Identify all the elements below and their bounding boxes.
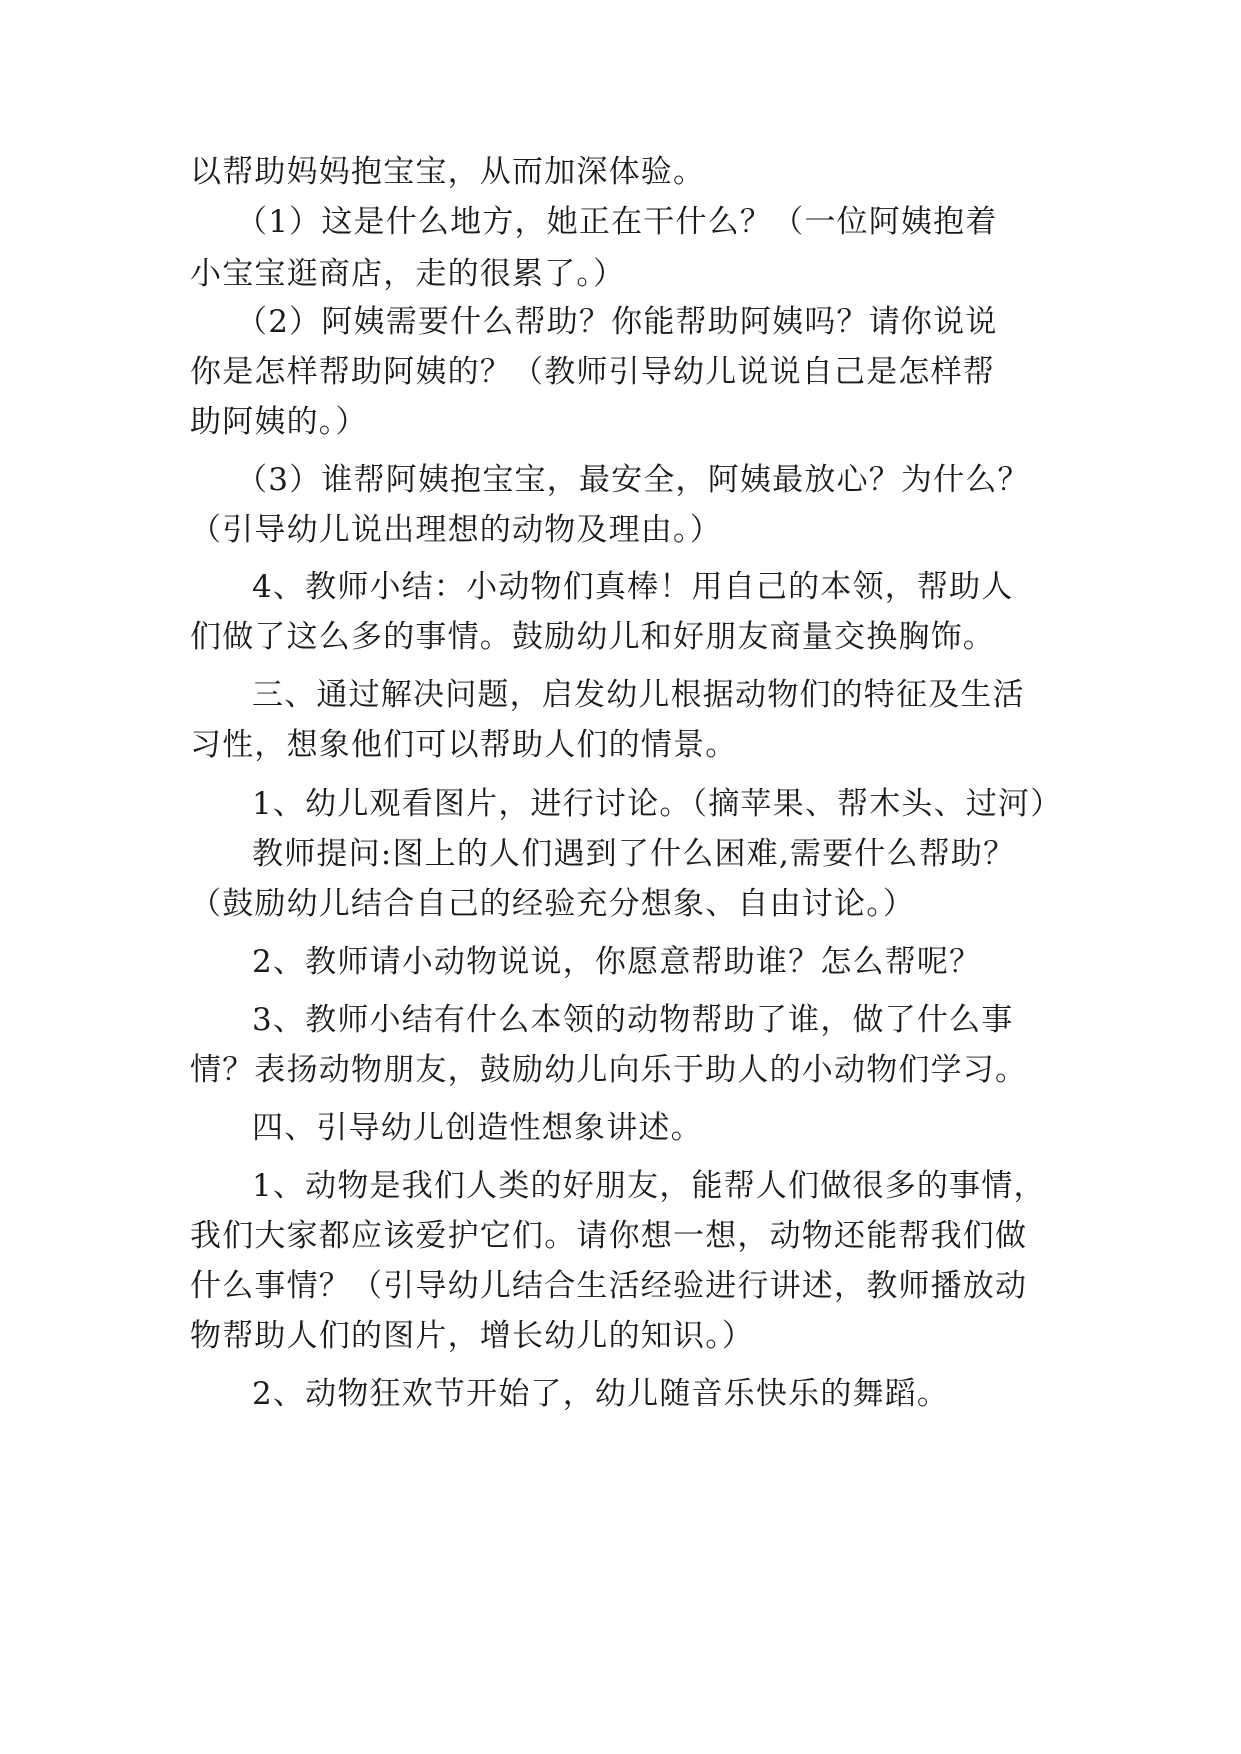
text-line: 习性，想象他们可以帮助人们的情景。 — [190, 727, 738, 763]
text-line: 我们大家都应该爱护它们。请你想一想，动物还能帮我们做 — [190, 1218, 1028, 1254]
text-line: 2、动物狂欢节开始了，幼儿随音乐快乐的舞蹈。 — [252, 1376, 950, 1412]
text-line: 教师提问:图上的人们遇到了什么困难,需要什么帮助？ — [252, 836, 1016, 872]
text-line: 你是怎样帮助阿姨的？（教师引导幼儿说说自己是怎样帮 — [190, 354, 995, 390]
text-line: 助阿姨的。） — [190, 404, 368, 440]
text-line: （2）阿姨需要什么帮助？你能帮助阿姨吗？请你说说 — [236, 304, 998, 340]
text-line: 四、引导幼儿创造性想象讲述。 — [252, 1110, 703, 1146]
text-line: 们做了这么多的事情。鼓励幼儿和好朋友商量交换胸饰。 — [190, 619, 995, 655]
text-line: 1、幼儿观看图片，进行讨论。（摘苹果、帮木头、过河） — [252, 786, 1063, 822]
text-line: 三、通过解决问题，启发幼儿根据动物们的特征及生活 — [252, 677, 1025, 713]
text-line: （引导幼儿说出理想的动物及理由。） — [190, 512, 722, 548]
text-line: 以帮助妈妈抱宝宝，从而加深体验。 — [190, 154, 706, 190]
text-line: （3）谁帮阿姨抱宝宝，最安全，阿姨最放心？为什么？ — [236, 462, 1030, 498]
text-line: 物帮助人们的图片，增长幼儿的知识。） — [190, 1318, 755, 1354]
text-line: 什么事情？（引导幼儿结合生活经验进行讲述，教师播放动 — [190, 1268, 1028, 1304]
text-line: （鼓励幼儿结合自己的经验充分想象、自由讨论。） — [190, 886, 916, 922]
text-line: （1）这是什么地方，她正在干什么？（一位阿姨抱着 — [236, 204, 998, 240]
text-line: 2、教师请小动物说说，你愿意帮助谁？怎么帮呢？ — [252, 944, 982, 980]
text-line: 4、教师小结：小动物们真棒！用自己的本领，帮助人 — [252, 569, 1014, 605]
text-line: 1、动物是我们人类的好朋友，能帮人们做很多的事情， — [252, 1168, 1046, 1204]
text-line: 情？表扬动物朋友，鼓励幼儿向乐于助人的小动物们学习。 — [190, 1052, 1028, 1088]
text-line: 小宝宝逛商店，走的很累了。） — [190, 256, 626, 292]
text-line: 3、教师小结有什么本领的动物帮助了谁，做了什么事 — [252, 1002, 1014, 1038]
